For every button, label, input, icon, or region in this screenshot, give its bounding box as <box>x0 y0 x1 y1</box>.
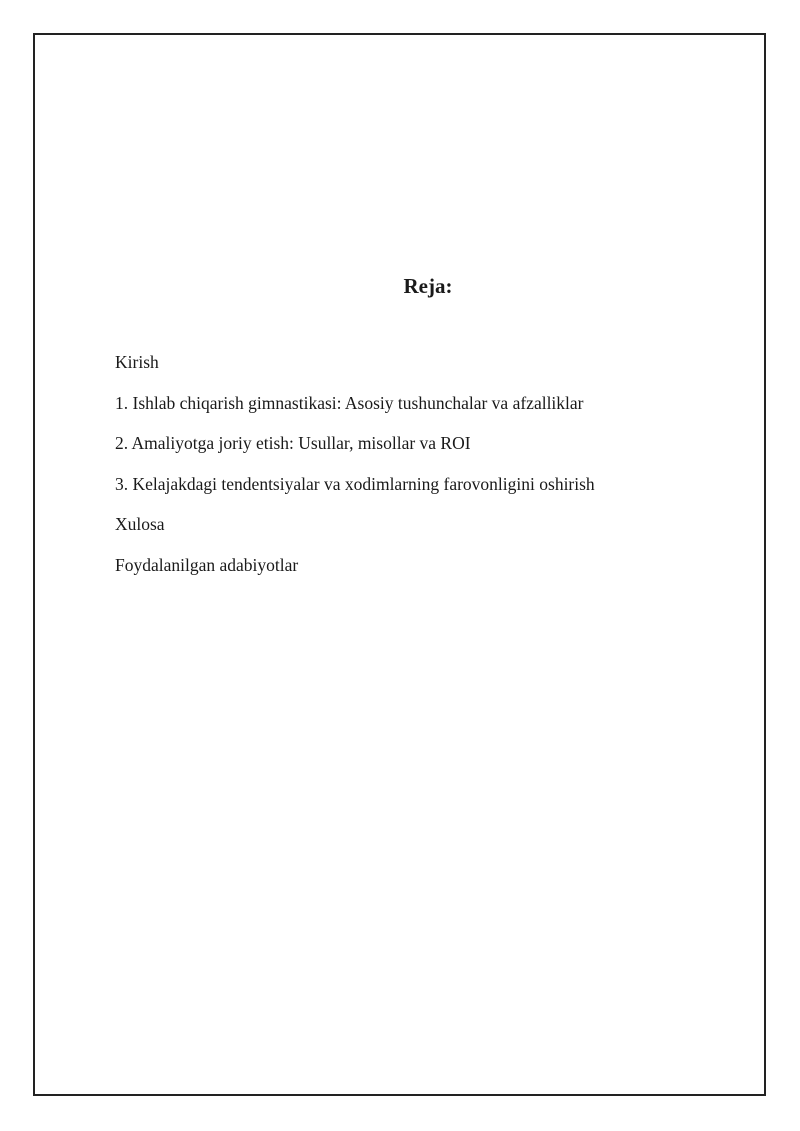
toc-item-references: Foydalanilgan adabiyotlar <box>115 554 299 575</box>
page-title: Reja: <box>403 274 453 298</box>
toc-item-conclusion: Xulosa <box>115 514 165 534</box>
toc-item-3: 3. Kelajakdagi tendentsiyalar va xodimlarning farovonligini oshirish <box>115 473 595 494</box>
toc-item-2: 2. Amaliyotga joriy etish: Usullar, misollar va ROI <box>115 433 471 453</box>
table-of-contents <box>115 350 595 593</box>
toc-item-1: 1. Ishlab chiqarish gimnastikasi: Asosiy tushunchalar va afzalliklar <box>115 392 584 413</box>
toc-item-introduction: Kirish <box>115 352 159 372</box>
